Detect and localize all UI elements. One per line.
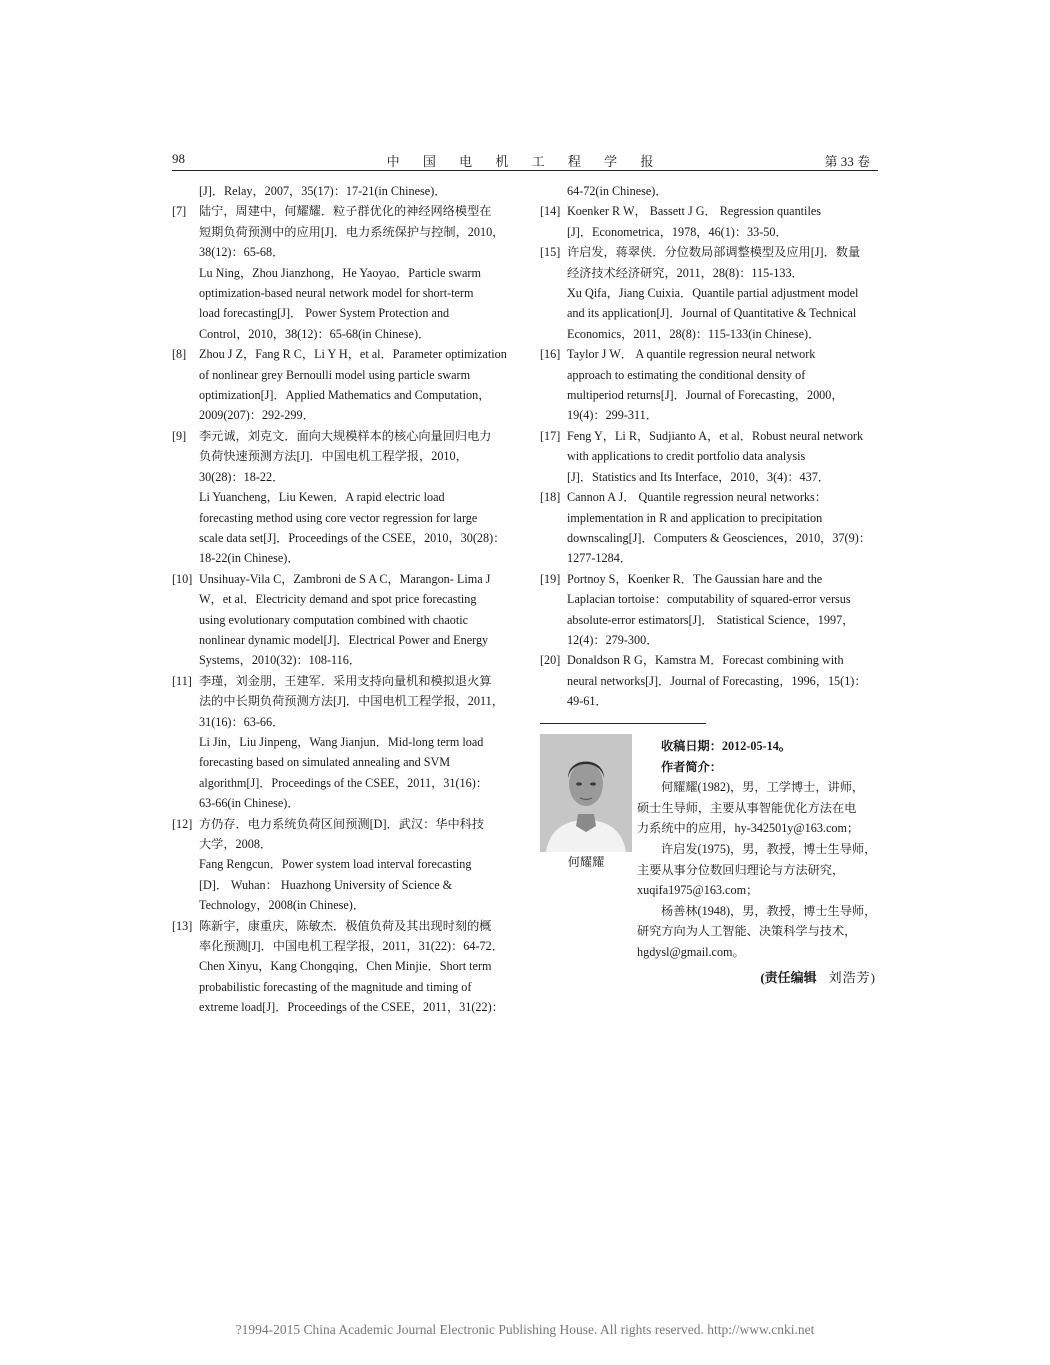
reference-line: Taylor J W． A quantile regression neural network (567, 347, 816, 362)
reference-line: nonlinear dynamic model[J]．Electrical Power and Energy (199, 632, 489, 647)
reference-line: Systems，2010(32)：108-116． (199, 653, 362, 668)
page-number: 98 (172, 151, 185, 166)
reference-item (172, 814, 508, 916)
bio-line: 许启发(1975)，男，教授，博士生导师， (661, 841, 877, 856)
reference-line: Lu Ning，Zhou Jianzhong，He Yaoyao．Particle swarm (199, 265, 481, 280)
copyright-footer: ?1994-2015 China Academic Journal Electronic Publishing House. All rights reserved. http://www.cnki.net (235, 1322, 815, 1337)
reference-item (172, 201, 508, 344)
photo-caption: 何耀耀 (567, 855, 605, 869)
reference-line: W，et al．Electricity demand and spot price forecasting (199, 592, 477, 607)
bio-line: 力系统中的应用，hy-342501y@163.com； (637, 821, 860, 836)
reference-line: approach to estimating the conditional density of (567, 367, 806, 382)
reference-number: [8] (172, 347, 187, 362)
reference-line: 许启发，蒋翠侠．分位数局部调整模型及应用[J]．数量 (567, 245, 861, 260)
reference-line: Feng Y，Li R，Sudjianto A，et al．Robust neural network (567, 428, 864, 443)
bio-line: 何耀耀(1982)，男，工学博士，讲师， (661, 780, 865, 795)
reference-line: Portnoy S，Koenker R．The Gaussian hare and the (567, 571, 823, 586)
reference-line: forecasting method using core vector regression for large (199, 510, 478, 525)
reference-line: probabilistic forecasting of the magnitude and timing of (199, 979, 472, 994)
reference-line: 38(12)：65-68． (199, 245, 285, 260)
reference-line: extreme load[J]．Proceedings of the CSEE，2011，31(22)： (199, 1000, 504, 1015)
reference-line: [J]．Statistics and Its Interface，2010，3(4)：437． (567, 469, 830, 484)
reference-line: Technology，2008(in Chinese)． (199, 898, 366, 913)
reference-item (540, 344, 876, 426)
reference-line: of nonlinear grey Bernoulli model using particle swarm (199, 367, 471, 382)
reference-item (540, 242, 876, 344)
reference-line: Zhou J Z，Fang R C，Li Y H，et al．Parameter optimization (199, 347, 507, 362)
reference-line: 大学，2008． (199, 837, 273, 851)
reference-number: [15] (540, 245, 561, 260)
reference-line: 19(4)：299-311． (567, 408, 658, 423)
reference-line: neural networks[J]．Journal of Forecasting，1996，15(1)： (567, 673, 867, 688)
reference-number: [7] (172, 204, 187, 219)
reference-line: 31(16)：63-66． (199, 714, 285, 729)
bio-separator-line (540, 723, 706, 724)
reference-line: Koenker R W， Bassett J G． Regression quantiles (567, 204, 821, 219)
reference-line: 18-22(in Chinese)． (199, 551, 300, 566)
reference-item (540, 650, 876, 711)
reference-line: [J]．Relay，2007，35(17)：17-21(in Chinese)． (199, 184, 447, 198)
reference-item (172, 671, 508, 814)
reference-line: 30(28)：18-22． (199, 469, 285, 484)
reference-line: implementation in R and application to precipitation (567, 510, 823, 525)
reference-line: Donaldson R G，Kamstra M．Forecast combining with (567, 653, 844, 668)
reference-line: Economics，2011，28(8)：115-133(in Chinese)． (567, 326, 821, 341)
reference-line: 64-72(in Chinese)． (567, 184, 668, 198)
reference-line: 经济技术经济研究，2011，28(8)：115-133． (567, 265, 804, 280)
reference-number: [20] (540, 653, 561, 668)
bio-line: hgdysl@gmail.com。 (637, 944, 745, 959)
references-right-column (540, 181, 876, 712)
references-left-column (172, 181, 508, 1018)
bio-line: 主要从事分位数回归理论与方法研究， (637, 862, 845, 877)
reference-item (172, 426, 508, 569)
reference-number: [9] (172, 428, 187, 443)
responsible-editor (760, 967, 876, 986)
reference-item (172, 181, 508, 201)
reference-line: 63-66(in Chinese)． (199, 796, 300, 811)
journal-title: 中 国 电 机 工 程 学 报 (386, 154, 664, 169)
reference-line: 49-61． (567, 694, 608, 709)
reference-number: [11] (172, 673, 192, 688)
reference-number: [18] (540, 490, 561, 505)
author-bio (637, 736, 877, 963)
reference-line: 陈新宇，康重庆，陈敏杰．极值负荷及其出现时刻的概 (199, 918, 492, 933)
reference-line: 李元诚，刘克文．面向大规模样本的核心向量回归电力 (199, 428, 492, 443)
reference-line: 率化预测[J]．中国电机工程学报，2011，31(22)：64-72． (199, 939, 504, 954)
reference-number: [17] (540, 428, 561, 443)
reference-line: scale data set[J]．Proceedings of the CSEE，2010，30(28)： (199, 530, 506, 545)
reference-line: Xu Qifa，Jiang Cuixia．Quantile partial adjustment model (567, 286, 859, 301)
reference-line: absolute-error estimators[J]． Statistical Science，1997， (567, 612, 855, 627)
reference-line: multiperiod returns[J]．Journal of Forecasting，2000， (567, 388, 844, 403)
reference-line: Unsihuay-Vila C，Zambroni de S A C，Marangon- Lima J (199, 571, 491, 586)
reference-item (172, 344, 508, 426)
reference-number: [13] (172, 918, 193, 933)
authors-heading: 作者简介： (661, 759, 722, 774)
reference-line: 法的中长期负荷预测方法[J]．中国电机工程学报，2011， (199, 694, 504, 709)
reference-line: and its application[J]．Journal of Quantitative & Technical (567, 306, 857, 321)
reference-line: 李瑾，刘金朋，王建军．采用支持向量机和模拟退火算 (199, 673, 492, 688)
reference-line: [J]．Econometrica，1978，46(1)：33-50． (567, 224, 788, 239)
reference-line: Li Yuancheng，Liu Kewen．A rapid electric load (199, 490, 445, 505)
reference-item (540, 426, 876, 487)
bio-line: 研究方向为人工智能、决策科学与技术， (637, 924, 857, 939)
reference-line: 负荷快速预测方法[J]．中国电机工程学报，2010， (199, 449, 468, 464)
bio-line: xuqifa1975@163.com； (637, 883, 759, 898)
running-header (172, 150, 878, 171)
author-photo (540, 734, 632, 852)
reference-item (540, 487, 876, 569)
reference-line: [D]． Wuhan： Huazhong University of Science & (199, 877, 453, 892)
reference-line: with applications to credit portfolio data analysis (567, 449, 806, 464)
editor-name: 刘浩芳) (828, 970, 876, 985)
reference-line: Control，2010，38(12)：65-68(in Chinese)． (199, 326, 431, 341)
reference-line: 短期负荷预测中的应用[J]．电力系统保护与控制，2010， (199, 224, 505, 239)
reference-line: 陆宁，周建中，何耀耀．粒子群优化的神经网络模型在 (199, 204, 492, 219)
bio-line: 硕士生导师，主要从事智能优化方法在电 (637, 800, 857, 815)
reference-number: [16] (540, 347, 561, 362)
reference-line: Laplacian tortoise：computability of squared-error versus (567, 592, 851, 607)
reference-item (540, 181, 876, 201)
reference-item (540, 201, 876, 242)
reference-number: [12] (172, 816, 193, 831)
reference-line: 2009(207)：292-299． (199, 408, 315, 423)
reference-item (540, 569, 876, 651)
reference-number: [19] (540, 571, 561, 586)
reference-line: 方仍存．电力系统负荷区间预测[D]．武汉：华中科技 (199, 816, 485, 831)
reference-line: downscaling[J]．Computers & Geosciences，2010，37(9)： (567, 530, 871, 545)
editor-label: (责任编辑 (760, 970, 817, 985)
reference-number: [14] (540, 204, 561, 219)
reference-line: Cannon A J． Quantile regression neural networks： (567, 490, 827, 505)
volume-label: 第 33 卷 (824, 154, 870, 169)
received-date: 收稿日期：2012-05-14。 (661, 739, 791, 753)
reference-line: load forecasting[J]． Power System Protection and (199, 306, 450, 321)
author-portrait-icon (540, 734, 632, 852)
reference-line: 1277-1284． (567, 551, 632, 566)
bio-line: 杨善林(1948)，男，教授，博士生导师， (661, 903, 877, 918)
reference-line: Fang Rengcun．Power system load interval forecasting (199, 857, 472, 872)
reference-item (172, 569, 508, 671)
reference-line: Chen Xinyu，Kang Chongqing，Chen Minjie．Short term (199, 959, 492, 974)
reference-line: Li Jin，Liu Jinpeng，Wang Jianjun．Mid-long term load (199, 734, 484, 749)
reference-line: 12(4)：279-300． (567, 632, 659, 647)
reference-line: algorithm[J]．Proceedings of the CSEE，2011，31(16)： (199, 775, 488, 790)
reference-line: forecasting based on simulated annealing and SVM (199, 755, 451, 770)
reference-line: optimization[J]．Applied Mathematics and Computation， (199, 388, 491, 403)
reference-item (172, 916, 508, 1018)
reference-line: using evolutionary computation combined with chaotic (199, 612, 469, 627)
reference-number: [10] (172, 571, 193, 586)
reference-line: optimization-based neural network model for short-term (199, 286, 474, 301)
